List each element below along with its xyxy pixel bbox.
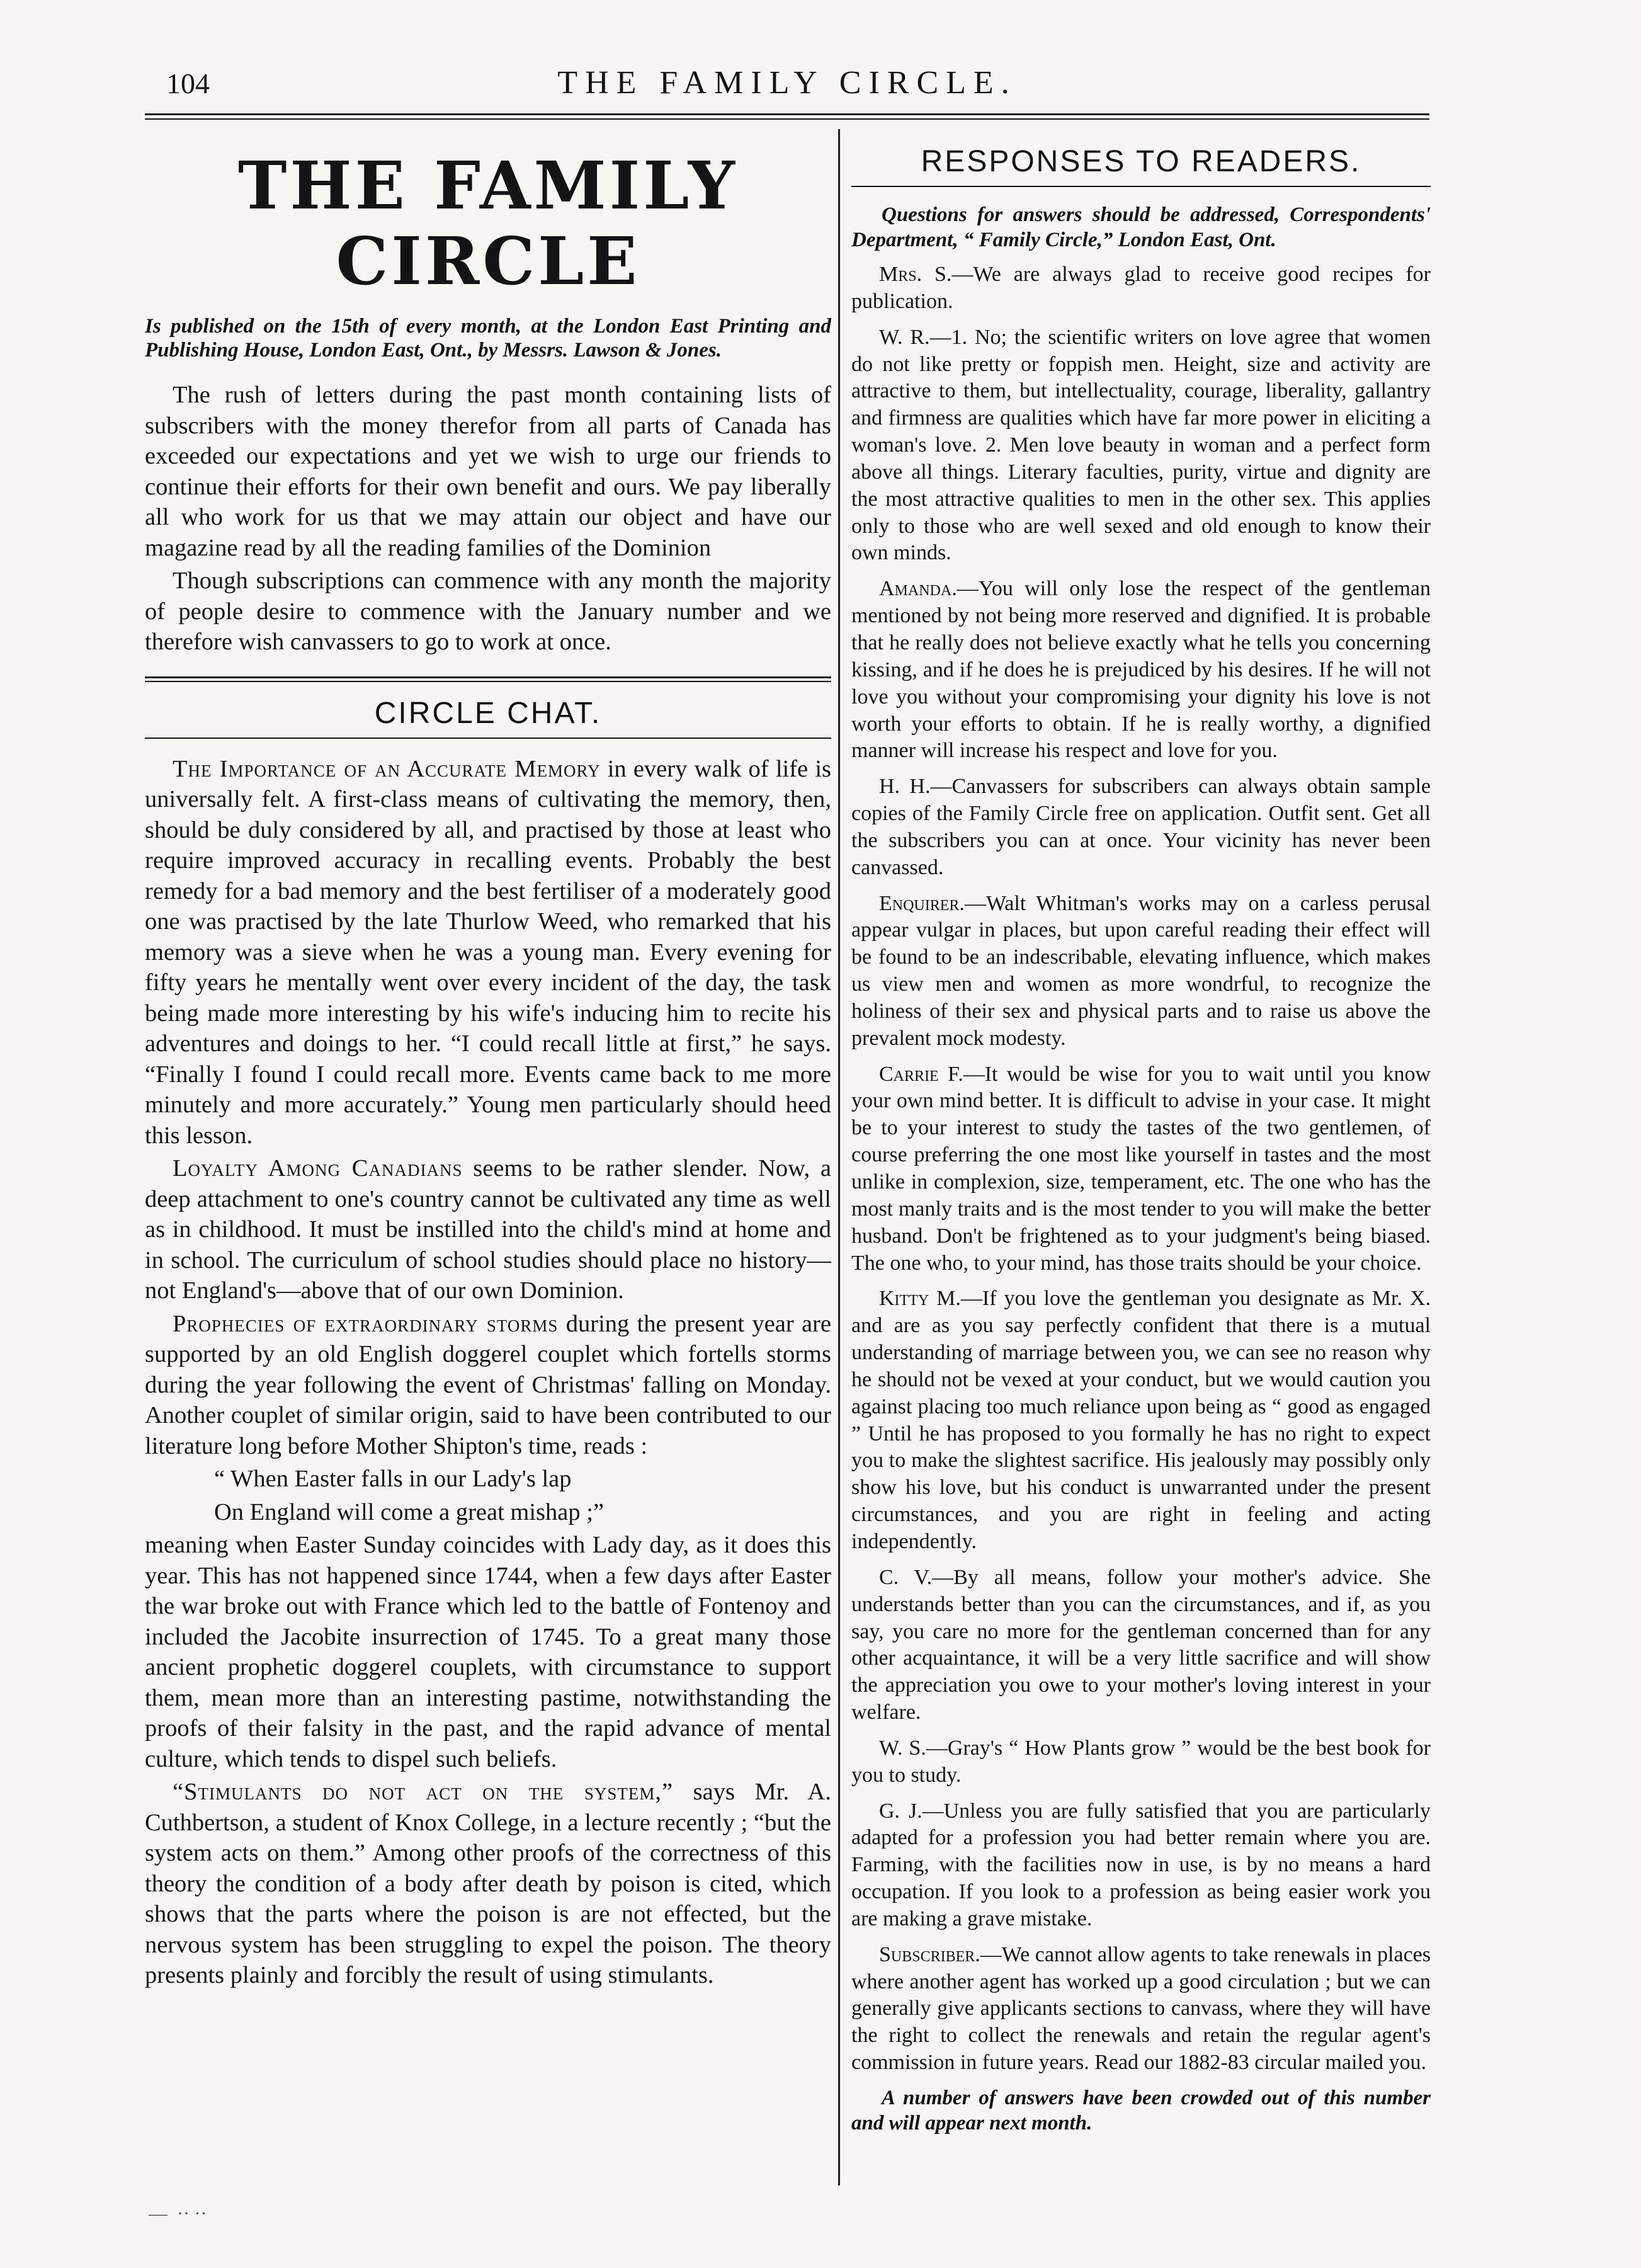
response-text: —If you love the gentleman you designate as Mr. X. and are as you say perfectly confident that there is a mutual understanding of marriage between you, we can see no reason why he should not be vexed at your conduct, but we would caution you against placing too much reliance upon being as “ good as engaged ” Until he has proposed to you formally he has no right to expect you to make the slightest sacrifice. His jealously may possibly only show his love, but his conduct is unwarranted under the present circumstances, and you are right in feeling and acting independently. bbox=[851, 1287, 1431, 1553]
response-addressee: W. R. bbox=[879, 325, 930, 349]
chat-item-body: during the present year are supported by an old English doggerel couplet which fortells storms during the year following the event of Christmas' falling on Monday. Another couplet of similar origin, said to have been contributed to our literature long before Mother Shipton's time, reads : bbox=[145, 1310, 831, 1459]
correspondence-note: Questions for answers should be addressed, Correspondents' Department, “ Family Circle,” London East, Ont. bbox=[851, 203, 1431, 251]
circle-chat-heading: CIRCLE CHAT. bbox=[374, 696, 602, 730]
printer-mark: — ·· ·· bbox=[149, 2203, 207, 2224]
reader-response bbox=[851, 773, 1431, 881]
response-text: —You will only lose the respect of the gentleman mentioned by not being more reserved and dignified. It is probable that he really does not believe exactly what he tells you concerning kissing, and if he does he is prejudiced by his desires. If he will not love you without your compromising your dignity his love is not worth your efforts to obtain. If he is really worthy, a dignified manner will increase his respect and love for you. bbox=[851, 577, 1431, 763]
chat-item-lead: “Stimulants do not act on the system,” bbox=[173, 1779, 674, 1805]
response-addressee: Subscriber. bbox=[879, 1942, 980, 1966]
chat-item bbox=[145, 1153, 831, 1306]
response-text: —It would be wise for you to wait until you know your own mind better. It is difficult to advise in your case. It might be to your interest to study the tastes of the two gentlemen, of course preferring the one most like yourself in tastes and the most unlike in complexion, size, temperament, etc. The one who has the most manly traits and is the most tender to you will make the better husband. Don't be frightened as to your judgment's being biased. The one who, to your mind, has those traits should be your choice. bbox=[851, 1062, 1431, 1275]
response-text: —Canvassers for subscribers can always obtain sample copies of the Family Circle free on application. Outfit sent. Get all the subscribers you can at once. Your vicinity has never been canvassed. bbox=[851, 775, 1431, 879]
page-header bbox=[145, 58, 1429, 108]
masthead: THE FAMILY CIRCLE bbox=[237, 147, 739, 300]
chat-item-body: says Mr. A. Cuthbertson, a student of Knox College, in a lecture recently ; “but the system acts on them.” Among other proofs of the correctness of this theory the condition of a body after death by poison is cited, which shows that the parts where the poison is are not effected, but the nervous system has been struggling to expel the poison. The theory presents plainly and forcibly the result of using stimulants. bbox=[145, 1779, 831, 1988]
reader-response bbox=[851, 1735, 1431, 1789]
section-rule bbox=[851, 186, 1431, 187]
response-addressee: W. S. bbox=[879, 1736, 926, 1760]
response-addressee: H. H. bbox=[879, 775, 931, 799]
imprint-notice: Is published on the 15th of every month, at the London East Printing and Publishing House, London East, Ont., by Messrs. Lawson & Jones. bbox=[145, 315, 831, 362]
reader-response bbox=[851, 261, 1431, 316]
response-addressee: Amanda. bbox=[879, 577, 957, 601]
response-addressee: Kitty M. bbox=[879, 1287, 961, 1311]
section-rule bbox=[145, 676, 831, 682]
reader-response bbox=[851, 1942, 1431, 2077]
chat-item bbox=[145, 1309, 831, 1462]
header-rule bbox=[145, 113, 1429, 120]
chat-item-lead: Loyalty Among Canadians bbox=[173, 1155, 463, 1182]
section-rule bbox=[145, 738, 831, 739]
chat-item-body: in every walk of life is universally felt. A first-class means of cultivating the memory, then, should be duly considered by all, and practised by those at least who require improved accuracy in recalling events. Probably the best remedy for a bad memory and the best fertiliser of a moderately good one was practised by the late Thurlow Weed, who remarked that his memory was a sieve when he was a young man. Every evening for fifty years he mentally went over every incident of the day, the task being made more interesting by his wife's inducing him to recite his adventures and doings to her. “I could recall little at first,” he says. “Finally I found I could recall more. Events came back to me more minutely and more accurately.” Young men particularly should heed this lesson. bbox=[145, 755, 831, 1149]
verse-line: On England will come a great mishap ;” bbox=[214, 1498, 605, 1525]
verse-line: “ When Easter falls in our Lady's lap bbox=[214, 1466, 572, 1492]
chat-item bbox=[145, 1777, 831, 1991]
response-text: —Gray's “ How Plants grow ” would be the best book for you to study. bbox=[851, 1736, 1431, 1787]
right-column bbox=[851, 129, 1431, 2145]
response-text: —Walt Whitman's works may on a carless perusal appear vulgar in places, but upon careful reading their effect will be found to be an indescribable, elevating influence, which makes us view men and women as more wondrful, to recognize the holiness of their sex and physical parts and to raise us above the prevalent mock modesty. bbox=[851, 891, 1431, 1050]
response-addressee: Mrs. S. bbox=[879, 263, 952, 286]
closing-note: A number of answers have been crowded out of this number and will appear next month. bbox=[851, 2087, 1431, 2134]
left-column bbox=[145, 129, 831, 1993]
responses-heading: RESPONSES TO READERS. bbox=[921, 145, 1361, 178]
reader-response bbox=[851, 576, 1431, 765]
response-text: —We cannot allow agents to take renewals in places where another agent has worked up a good circulation ; but we can generally give applicants sections to canvass, where they will have the right to collect the renewals and retain the regular agent's commission in future years. Read our 1882-83 circular mailed you. bbox=[851, 1942, 1431, 2075]
column-divider bbox=[838, 129, 840, 2185]
response-text: —We are always glad to receive good recipes for publication. bbox=[851, 263, 1431, 313]
reader-response bbox=[851, 1564, 1431, 1726]
reader-response bbox=[851, 1798, 1431, 1933]
response-addressee: Carrie F. bbox=[879, 1062, 963, 1086]
response-text: —By all means, follow your mother's advice. She understands better than you can the circumstances, and if, as you say, you care no more for the gentleman concerned than for any other acquaintance, it will be a very little sacrifice and will show the appreciation you owe to your mother's loving interest in your welfare. bbox=[851, 1565, 1431, 1724]
chat-item-continuation: meaning when Easter Sunday coincides with Lady day, as it does this year. This has not happened since 1744, when a few days after Easter the war broke out with France which led to the battle of Fontenoy and included the Jacobite insurrection of 1745. To a great many those ancient prophetic doggerel couplets, with circumstance to support them, mean more than an interesting pastime, notwithstanding the proofs of their falsity in the past, and the rapid advance of mental culture, which tends to dispel such beliefs. bbox=[145, 1532, 831, 1772]
response-addressee: C. V. bbox=[879, 1565, 933, 1589]
reader-response bbox=[851, 1285, 1431, 1555]
chat-item-body: seems to be rather slender. Now, a deep attachment to one's country cannot be cultivated any time as well as in childhood. It must be instilled into the child's mind at home and in school. The curriculum of school studies should place no history—not England's—above that of our own Dominion. bbox=[145, 1155, 831, 1304]
intro-paragraph: Though subscriptions can commence with any month the majority of people desire to commence with the January number and we therefore wish canvassers to go to work at once. bbox=[145, 567, 831, 655]
running-title: THE FAMILY CIRCLE. bbox=[557, 65, 1017, 101]
response-addressee: Enquirer. bbox=[879, 891, 965, 915]
reader-response bbox=[851, 1061, 1431, 1277]
response-addressee: G. J. bbox=[879, 1799, 923, 1823]
intro-paragraph: The rush of letters during the past month containing lists of subscribers with the money therefor from all parts of Canada has exceeded our expectations and yet we wish to urge our friends to continue their efforts for their own benefit and ours. We pay liberally all who work for us that we may attain our object and have our magazine read by all the reading families of the Dominion bbox=[145, 382, 831, 561]
page-number: 104 bbox=[166, 67, 210, 100]
chat-item-lead: Prophecies of extraordinary storms bbox=[173, 1310, 559, 1337]
chat-item bbox=[145, 754, 831, 1151]
response-text: —1. No; the scientific writers on love agree that women do not like pretty or foppish men. Height, size and activity are attractive to them, but intellectuality, courage, liberality, gallantry and firmness are qualities which have far more power in eliciting a woman's love. 2. Men love beauty in woman and a perfect form above all things. Literary faculties, purity, virtue and dignity are the most attractive qualities to men in the other sex. This applies only to those who are well sexed and old enough to know their own minds. bbox=[851, 325, 1431, 565]
reader-response bbox=[851, 324, 1431, 567]
chat-item-lead: The Importance of an Accurate Memory bbox=[173, 755, 601, 782]
response-text: —Unless you are fully satisfied that you are particularly adapted for a profession you had better remain where you are. Farming, with the facilities now in use, is by no means a hard occupation. If you look to a profession as being easier work you are making a grave mistake. bbox=[851, 1799, 1431, 1930]
reader-response bbox=[851, 891, 1431, 1052]
